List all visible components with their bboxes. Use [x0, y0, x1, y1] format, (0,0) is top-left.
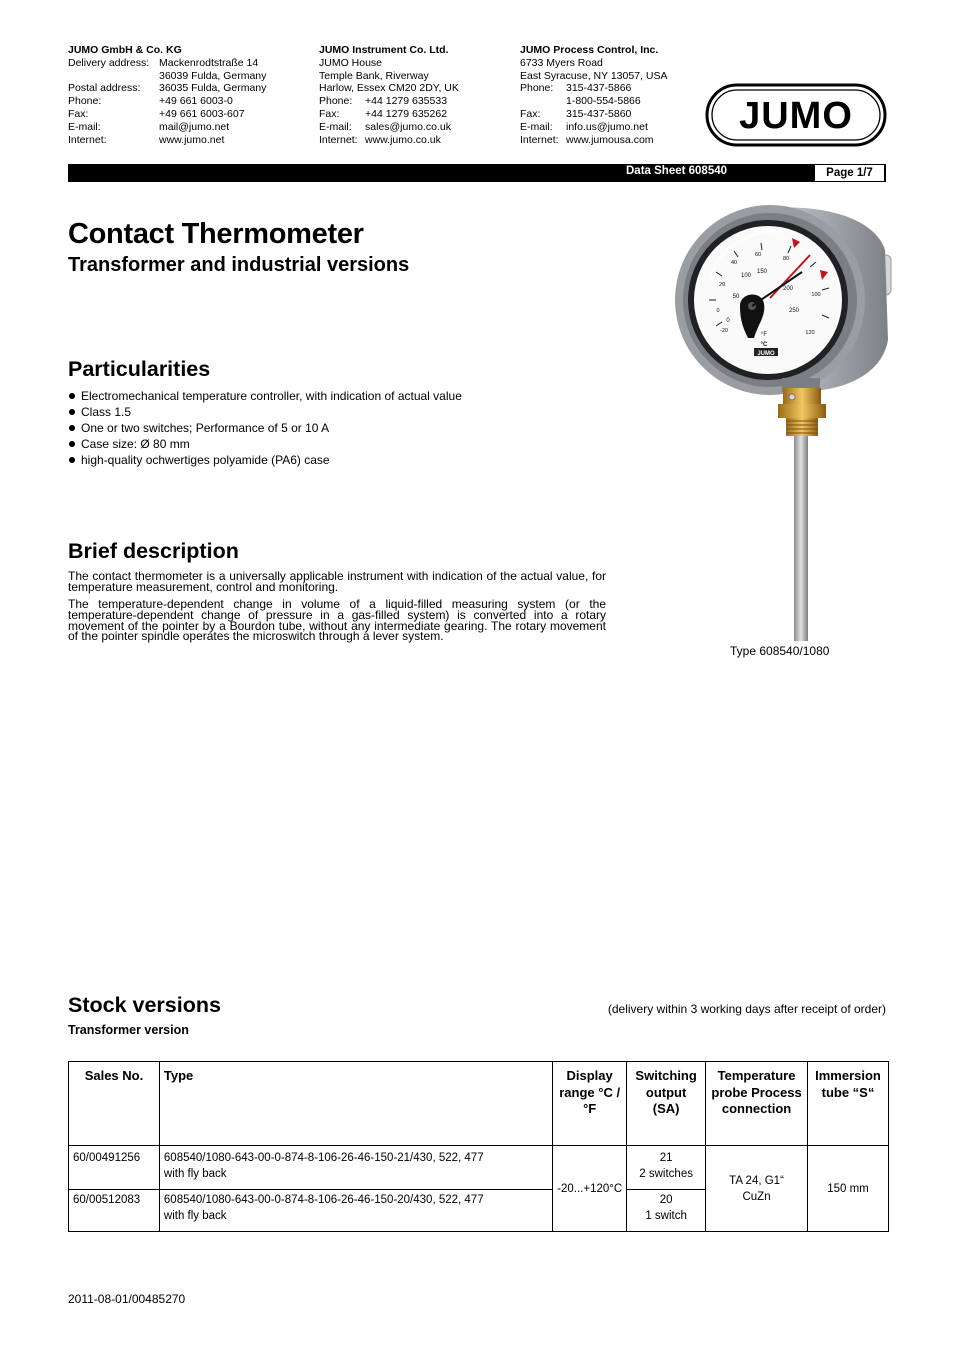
dial-label: 100 [740, 273, 752, 279]
switching-output-cell [627, 1146, 706, 1190]
dial-label: 20 [718, 282, 726, 288]
sa-text: 1 switch [645, 1210, 687, 1222]
page-title: Contact Thermometer [68, 218, 364, 250]
address-block-uk [319, 44, 459, 146]
contact-value: 36035 Fulda, Germany [159, 82, 267, 95]
column-header: Switching output (SA) [627, 1062, 706, 1146]
type-cell [159, 1146, 552, 1190]
dial-label: -20 [720, 328, 728, 334]
list-item: One or two switches; Performance of 5 or 10 A [68, 420, 462, 436]
dial-label: 0 [726, 318, 730, 324]
brief-paragraph: The temperature-dependent change in volume of a liquid-filled measuring system (or the temperature-dependent change of pressure in a gas-filled system) is converted into a rotary movement of the pointer by a Bourdon tube, without any intermediate gearing. The rotary movement of the pointer spindle operates the microswitch through a lever system. [68, 597, 606, 644]
dial-label: 120 [805, 330, 815, 336]
type-note: with fly back [163, 1210, 227, 1222]
company-name: JUMO Instrument Co. Ltd. [319, 44, 449, 56]
contact-value: +49 661 6003-607 [159, 107, 245, 120]
type-code: 608540/1080-643-00-0-874-8-106-26-46-150-21/430, 522, 477 [163, 1152, 484, 1164]
particularities-list [68, 388, 462, 468]
type-code: 608540/1080-643-00-0-874-8-106-26-46-150-20/430, 522, 477 [163, 1194, 484, 1206]
sa-text: 2 switches [639, 1168, 693, 1180]
page-subtitle: Transformer and industrial versions [68, 254, 410, 276]
type-note: with fly back [163, 1168, 227, 1180]
contact-value: +49 661 6003-0 [159, 95, 233, 108]
unit-fahrenheit: °F [760, 332, 768, 338]
probe-connection-cell [706, 1146, 808, 1232]
contact-table [319, 95, 451, 146]
list-item: Electromechanical temperature controller, with indication of actual value [68, 388, 462, 404]
contact-label: Phone: [319, 95, 353, 108]
display-range-cell: -20...+120°C [553, 1146, 627, 1232]
dial-label: 60 [754, 252, 762, 258]
address-line: East Syracuse, NY 13057, USA [520, 69, 668, 82]
switching-output-cell [627, 1190, 706, 1232]
table-row [69, 1146, 889, 1190]
contact-label: E-mail: [68, 120, 101, 133]
brief-description-heading: Brief description [68, 539, 239, 563]
particularities-heading: Particularities [68, 357, 211, 381]
data-sheet-label: Data Sheet 608540 [626, 165, 728, 177]
address-line: Harlow, Essex CM20 2DY, UK [319, 82, 459, 95]
type-cell [159, 1190, 552, 1232]
dial-label: 150 [756, 269, 768, 275]
stock-table [68, 1061, 889, 1232]
contact-value: +44 1279 635533 [365, 95, 448, 108]
contact-value: 315-437-5866 [566, 82, 632, 95]
contact-table [520, 82, 654, 146]
logo-text: JUMO [739, 95, 853, 137]
list-item: Class 1.5 [68, 404, 462, 420]
contact-label: E-mail: [520, 120, 553, 133]
contact-value: 1-800-554-5866 [566, 95, 641, 108]
contact-table [68, 57, 266, 147]
dial-label: 200 [782, 286, 794, 292]
address-line: Temple Bank, Riverway [319, 69, 429, 82]
thermometer-image [670, 200, 900, 645]
dial-label: 100 [811, 292, 821, 298]
list-item: high-quality ochwertiges polyamide (PA6) case [68, 452, 462, 468]
contact-label: Internet: [68, 133, 107, 146]
probe-line: CuZn [742, 1190, 771, 1203]
dial-label: 250 [788, 308, 800, 314]
brief-paragraph: The contact thermometer is a universally applicable instrument with indication of the actual value, for temperature measurement, control and monitoring. [68, 569, 606, 594]
email-link[interactable]: sales@jumo.co.uk [365, 120, 451, 133]
website-link[interactable]: www.jumo.co.uk [365, 133, 441, 146]
contact-label: Delivery address: [68, 56, 150, 69]
dial-label: 0 [716, 308, 720, 314]
page-indicator: Page 1/7 [815, 165, 884, 181]
company-name: JUMO GmbH & Co. KG [68, 44, 182, 56]
delivery-note: (delivery within 3 working days after receipt of order) [607, 1002, 886, 1016]
address-line: JUMO House [319, 56, 383, 69]
contact-label: Fax: [319, 107, 340, 120]
dial-label: 50 [732, 294, 740, 300]
document-id: 2011-08-01/00485270 [68, 1292, 186, 1306]
contact-label [68, 70, 159, 83]
probe-line: TA 24, G1“ [729, 1174, 784, 1187]
header-bar [68, 164, 886, 182]
contact-label: E-mail: [319, 120, 352, 133]
column-header: Display range °C / °F [553, 1062, 627, 1146]
column-header: Temperature probe Process connection [706, 1062, 808, 1146]
column-header: Sales No. [69, 1062, 160, 1146]
jumo-logo [705, 83, 887, 147]
column-header: Type [159, 1062, 552, 1146]
dial-label: 80 [782, 256, 790, 262]
company-name: JUMO Process Control, Inc. [520, 44, 659, 56]
address-block-germany [68, 44, 266, 146]
contact-label: Fax: [520, 107, 541, 120]
dial-brand: JUMO [757, 351, 775, 357]
contact-value: 315-437-5860 [566, 107, 632, 120]
sales-no-cell: 60/00491256 [69, 1146, 160, 1190]
list-item: Case size: Ø 80 mm [68, 436, 462, 452]
contact-value: +44 1279 635262 [365, 107, 448, 120]
contact-label: Fax: [68, 107, 89, 120]
unit-celsius: °C [760, 342, 768, 348]
address-line: 6733 Myers Road [520, 56, 603, 69]
image-caption: Type 608540/1080 [730, 644, 830, 658]
contact-label: Internet: [319, 133, 358, 146]
dial-label: 40 [730, 260, 738, 266]
address-block-usa [520, 44, 667, 146]
transformer-version-label: Transformer version [68, 1023, 189, 1037]
immersion-tube-cell: 150 mm [808, 1146, 889, 1232]
sa-code: 21 [659, 1152, 673, 1164]
sa-code: 20 [659, 1194, 673, 1206]
website-link[interactable]: www.jumo.net [159, 133, 225, 146]
contact-label: Postal address: [68, 82, 141, 95]
email-link[interactable]: info.us@jumo.net [566, 120, 648, 133]
contact-label: Phone: [68, 95, 102, 108]
website-link[interactable]: www.jumousa.com [566, 133, 654, 146]
contact-label [520, 95, 566, 108]
contact-label: Phone: [520, 82, 554, 95]
contact-label: Internet: [520, 133, 559, 146]
email-link[interactable]: mail@jumo.net [159, 120, 230, 133]
sales-no-cell: 60/00512083 [69, 1190, 160, 1232]
column-header: Immersion tube “S“ [808, 1062, 889, 1146]
contact-value: 36039 Fulda, Germany [159, 69, 267, 82]
stock-versions-heading: Stock versions [68, 993, 221, 1017]
contact-value: Mackenrodtstraße 14 [159, 56, 259, 69]
